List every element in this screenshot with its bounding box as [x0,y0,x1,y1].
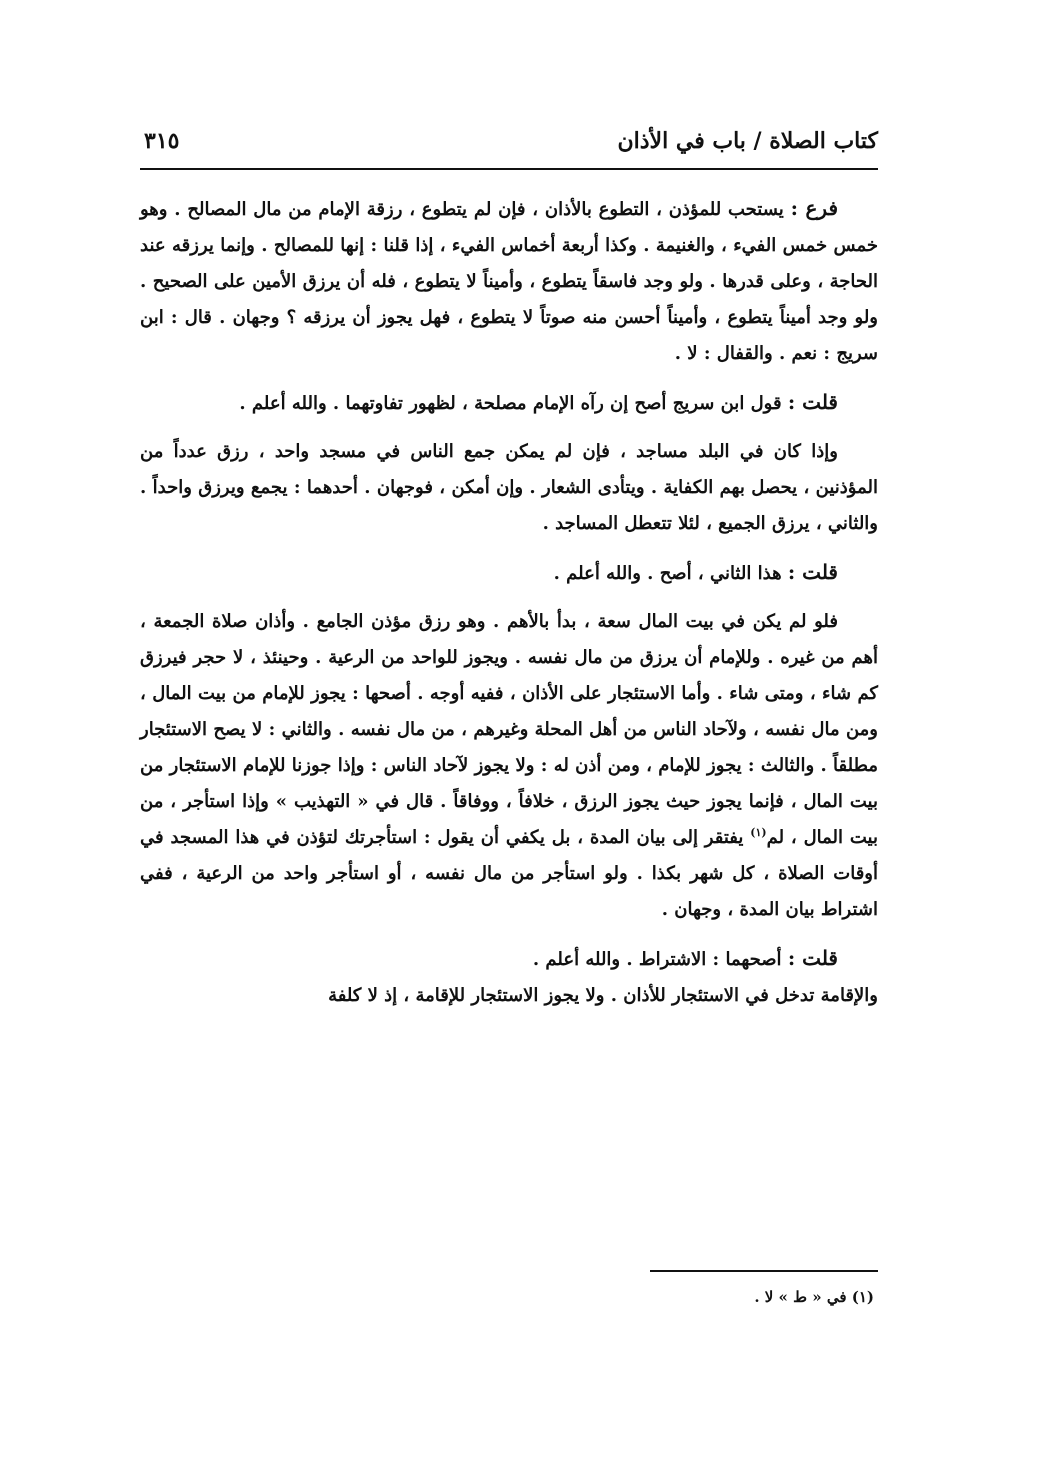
paragraph-text: قول ابن سريج أصح إن رآه الإمام مصلحة ، لظهور تفاوتهما . والله أعلم . [239,393,788,414]
paragraph [140,434,878,542]
footnote: (١) في « ط » لا . [754,1288,874,1306]
paragraph-text: يستحب للمؤذن ، التطوع بالأذان ، فإن لم يتطوع ، رزقة الإمام من مال المصالح . وهو خمس خمس الفيء ، والغنيمة . وكذا أربعة أخماس الفيء ، إذا قلنا : إنها للمصالح . وإنما يرزقه عند الحاجة ، وعلى قدرها . ولو وجد فاسقاً يتطوع ، وأميناً لا يتطوع ، فله أن يرزق الأمين على الصحيح . ولو وجد أميناً يتطوع ، وأميناً أحسن منه صوتاً لا يتطوع ، فهل يجوز أن يرزقه ؟ وجهان . قال : ابن سريج : نعم . والقفال : لا . [140,199,878,364]
running-title: كتاب الصلاة / باب في الأذان [617,128,878,154]
footnote-reference[interactable]: (١) [750,826,767,839]
paragraph-text: يفتقر إلى بيان المدة ، بل يكفي أن يقول : استأجرتك لتؤذن في هذا المسجد في أوقات الصلاة ، كل شهر بكذا . ولو استأجر من مال نفسه ، أو استأجر واحد من الرعية ، ففي اشتراط بيان المدة ، وجهان . [140,827,878,920]
footnote-rule [650,1270,878,1272]
paragraph-text: أصحهما : الاشتراط . والله أعلم . [532,949,788,970]
paragraph-lead: قلت : [787,560,838,584]
paragraph-text: فلو لم يكن في بيت المال سعة ، بدأ بالأهم . وهو رزق مؤذن الجامع . وأذان صلاة الجمعة ، أهم من غيره . وللإمام أن يرزق من مال نفسه . ويجوز للواحد من الرعية . وحينئذ ، لا حجر فيرزق كم شاء ، ومتى شاء . وأما الاستئجار على الأذان ، ففيه أوجه . أصحها : يجوز للإمام من بيت المال ، ومن مال نفسه ، ولآحاد الناس من أهل المحلة وغيرهم ، من مال نفسه . والثاني : لا يصح الاستئجار مطلقاً . والثالث : يجوز للإمام ، ومن أذن له : ولا يجوز لآحاد الناس : وإذا جوزنا للإمام الاستئجار من بيت المال ، فإنما يجوز حيث يجوز الرزق ، خلافاً ، ووفاقاً . قال في « التهذيب » وإذا استأجر ، من بيت المال ، لم [140,611,878,848]
paragraph-qult [140,384,878,422]
paragraph-text: والإقامة تدخل في الاستئجار للأذان . ولا يجوز الاستئجار للإقامة ، إذ لا كلفة [328,985,878,1006]
paragraph-text: وإذا كان في البلد مساجد ، فإن لم يمكن جمع الناس في مسجد واحد ، رزق عدداً من المؤذنين ، يحصل بهم الكفاية . ويتأدى الشعار . وإن أمكن ، فوجهان . أحدهما : يجمع ويرزق واحداً . والثاني ، يرزق الجميع ، لئلا تتعطل المساجد . [140,441,878,534]
paragraph-qult [140,940,878,978]
paragraph-lead: قلت : [787,946,838,970]
paragraph-lead: قلت : [787,390,838,414]
paragraph-far [140,190,878,372]
page-header [140,124,878,170]
paragraph-text: هذا الثاني ، أصح . والله أعلم . [553,563,788,584]
paragraph-lead: فرع : [790,196,839,220]
paragraph [140,978,878,1014]
page-number: ٣١٥ [144,128,180,154]
header-rule [140,168,878,170]
paragraph [140,604,878,928]
paragraph-qult [140,554,878,592]
body-text [140,190,878,1014]
